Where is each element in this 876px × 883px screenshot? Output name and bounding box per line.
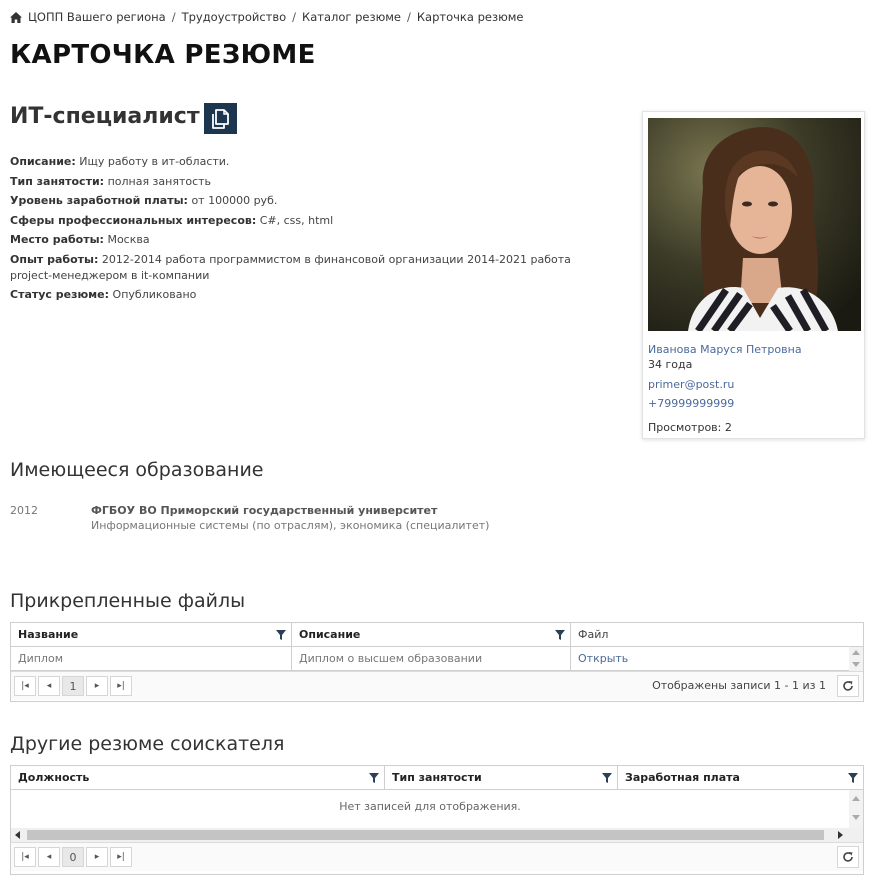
resume-field-description: Описание: Ищу работу в ит-области. <box>10 155 230 168</box>
next-page-button[interactable]: ▸ <box>86 676 108 696</box>
table-row <box>11 647 863 671</box>
education-institution: ФГБОУ ВО Приморский государственный университет <box>91 504 438 517</box>
current-page-indicator[interactable]: 1 <box>62 676 84 696</box>
first-page-button[interactable]: |◂ <box>14 676 36 696</box>
page-title: КАРТОЧКА РЕЗЮМЕ <box>10 40 316 70</box>
scroll-down-icon[interactable] <box>852 662 860 667</box>
profile-views: Просмотров: 2 <box>648 421 732 434</box>
resume-field-interests: Сферы профессиональных интересов: C#, css, html <box>10 213 334 227</box>
profile-phone-link[interactable]: +79999999999 <box>648 397 735 410</box>
breadcrumb-item-employment[interactable]: Трудоустройство <box>181 10 287 24</box>
column-header-salary[interactable]: Заработная плата <box>618 766 863 789</box>
breadcrumb-item-catalog[interactable]: Каталог резюме <box>302 10 402 24</box>
avatar <box>648 118 861 331</box>
resume-field-salary: Уровень заработной платы: от 100000 руб. <box>10 194 278 207</box>
profile-photo <box>648 118 861 331</box>
breadcrumb-separator: / <box>171 10 176 24</box>
prev-page-button[interactable]: ◂ <box>38 676 60 696</box>
files-vertical-scrollbar[interactable] <box>849 647 863 671</box>
pager-info: Отображены записи 1 - 1 из 1 <box>652 679 826 692</box>
scrollbar-thumb[interactable] <box>27 830 824 840</box>
files-grid <box>10 622 864 702</box>
other-resumes-grid-body <box>11 790 863 842</box>
education-heading: Имеющееся образование <box>10 459 264 481</box>
breadcrumb <box>10 9 524 25</box>
open-file-link[interactable]: Открыть <box>578 652 629 665</box>
last-page-button[interactable]: ▸| <box>110 847 132 867</box>
files-pager <box>11 671 863 700</box>
other-resumes-horizontal-scrollbar[interactable] <box>11 828 863 842</box>
filter-icon[interactable] <box>369 773 379 783</box>
profile-email-link[interactable]: primer@post.ru <box>648 378 735 391</box>
file-name-cell: Диплом <box>11 647 292 671</box>
prev-page-button[interactable]: ◂ <box>38 847 60 867</box>
column-header-employment-type[interactable]: Тип занятости <box>385 766 618 789</box>
filter-icon[interactable] <box>276 630 286 640</box>
copy-icon <box>209 108 232 130</box>
column-header-name[interactable]: Название <box>11 623 292 646</box>
breadcrumb-separator: / <box>407 10 411 24</box>
scroll-up-icon[interactable] <box>852 650 860 655</box>
current-page-indicator[interactable]: 0 <box>62 847 84 867</box>
file-description-cell: Диплом о высшем образовании <box>292 647 571 671</box>
scroll-right-icon[interactable] <box>838 831 843 839</box>
copy-resume-button[interactable] <box>204 103 237 134</box>
filter-icon[interactable] <box>848 773 858 783</box>
breadcrumb-item-current: Карточка резюме <box>416 10 524 24</box>
last-page-button[interactable]: ▸| <box>110 676 132 696</box>
files-heading: Прикрепленные файлы <box>10 590 246 612</box>
education-specialty: Информационные системы (по отраслям), экономика (специалитет) <box>91 519 490 532</box>
filter-icon[interactable] <box>602 773 612 783</box>
other-resumes-grid-header <box>11 766 863 790</box>
breadcrumb-item-region[interactable]: ЦОПП Вашего региона <box>28 10 166 24</box>
profile-name-link[interactable]: Иванова Маруся Петровна <box>648 343 802 356</box>
column-header-description[interactable]: Описание <box>292 623 571 646</box>
profile-card <box>642 111 865 439</box>
refresh-button[interactable] <box>837 675 859 697</box>
next-page-button[interactable]: ▸ <box>86 847 108 867</box>
scroll-down-icon[interactable] <box>852 815 860 820</box>
other-resumes-pager <box>11 842 863 871</box>
refresh-icon <box>842 680 854 692</box>
other-resumes-vertical-scrollbar[interactable] <box>849 790 863 828</box>
other-resumes-grid <box>10 765 864 875</box>
empty-message: Нет записей для отображения. <box>339 800 521 813</box>
first-page-button[interactable]: |◂ <box>14 847 36 867</box>
resume-field-workplace: Место работы: Москва <box>10 233 150 246</box>
resume-field-status: Статус резюме: Опубликовано <box>10 288 197 301</box>
other-resumes-heading: Другие резюме соискателя <box>10 733 285 755</box>
scroll-left-icon[interactable] <box>15 831 20 839</box>
files-grid-header <box>11 623 863 647</box>
resume-field-employment-type: Тип занятости: полная занятость <box>10 174 212 188</box>
resume-details <box>10 154 590 307</box>
column-header-file: Файл <box>578 628 609 641</box>
resume-field-experience: Опыт работы: 2012-2014 работа программистом в финансовой организации 2014-2021 работа project-менеджером в it-компании <box>10 252 571 282</box>
column-header-position[interactable]: Должность <box>11 766 385 789</box>
breadcrumb-separator: / <box>292 10 297 24</box>
filter-icon[interactable] <box>555 630 565 640</box>
resume-title: ИТ-специалист <box>10 104 200 129</box>
education-year: 2012 <box>10 504 38 517</box>
profile-age: 34 года <box>648 358 693 371</box>
refresh-button[interactable] <box>837 846 859 868</box>
home-icon[interactable] <box>10 12 22 23</box>
scroll-up-icon[interactable] <box>852 796 860 801</box>
refresh-icon <box>842 851 854 863</box>
